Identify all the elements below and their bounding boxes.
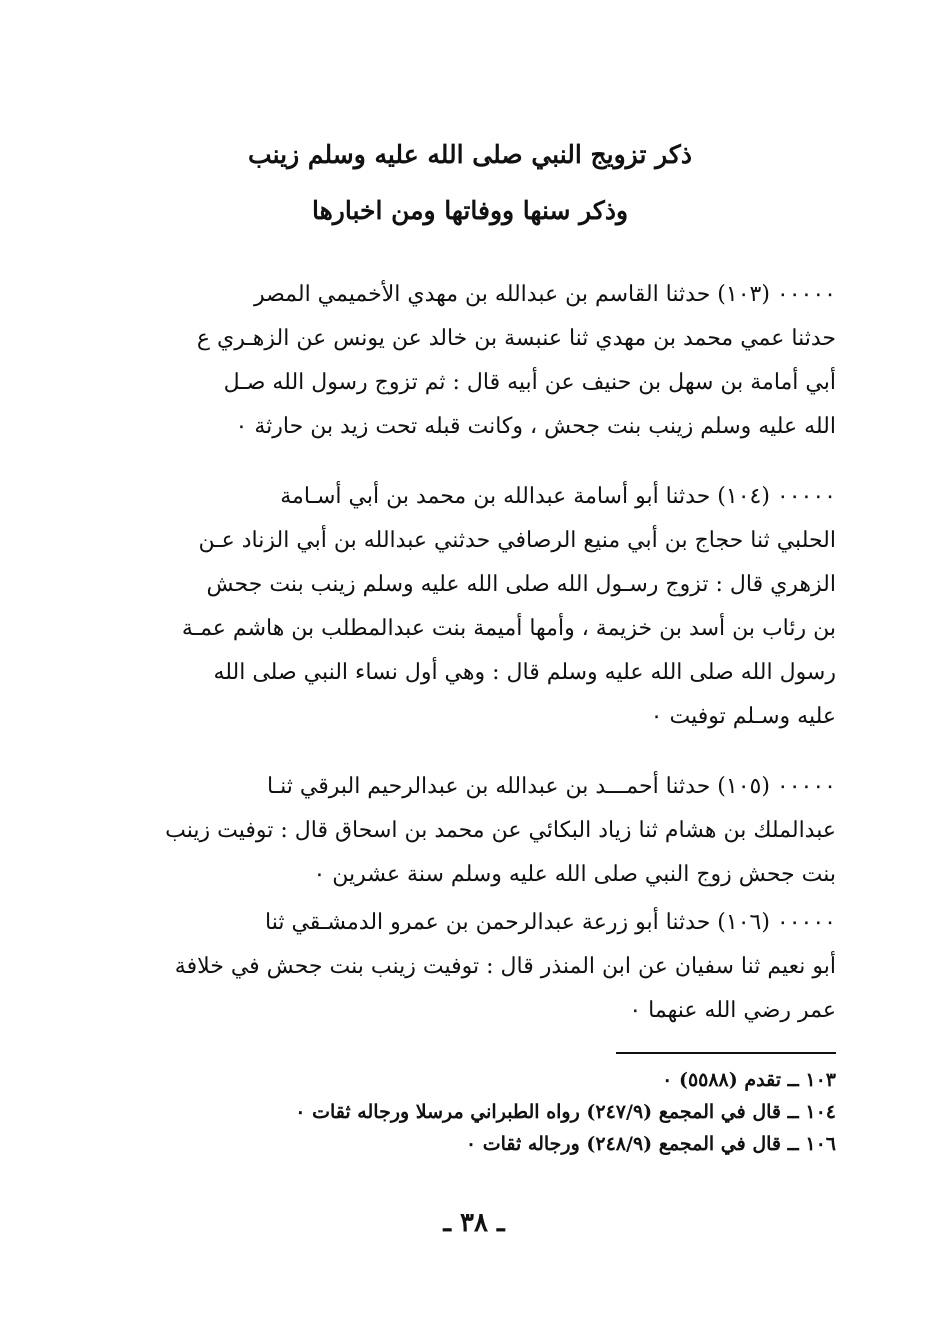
paragraph-4-line-1: ٠٠٠٠٠ (١٠٦) حدثنا أبو زرعة عبدالرحمن بن عمرو الدمشـقي ثنا <box>265 910 836 935</box>
paragraph-1-line-1: ٠٠٠٠٠ (١٠٣) حدثنا القاسم بن عبدالله بن مهدي الأخميمي المصر <box>253 282 836 307</box>
paragraph-1-line-3: أبي أمامة بن سهل بن حنيف عن أبيه قال : ثم تزوج رسول الله صـل <box>223 370 836 395</box>
footnote-103: ١٠٣ ــ تقدم (٥٥٨٨) ٠ <box>662 1069 836 1091</box>
paragraph-2-line-4: بن رئاب بن أسد بن خزيمة ، وأمها أميمة بنت عبدالمطلب بن هاشم عمـة <box>181 616 836 641</box>
footnote-106: ١٠٦ ــ قال في المجمع (٢٤٨/٩) ورجاله ثقات ٠ <box>465 1133 836 1155</box>
paragraph-3-line-3: بنت جحش زوج النبي صلى الله عليه وسلم سنة عشرين ٠ <box>313 862 836 887</box>
footnote-104: ١٠٤ ــ قال في المجمع (٢٤٧/٩) رواه الطبراني مرسلا ورجاله ثقات ٠ <box>295 1101 836 1123</box>
paragraph-2-line-6: عليه وسـلم توفيت ٠ <box>650 704 836 729</box>
paragraph-3-line-2: عبدالملك بن هشام ثنا زياد البكائي عن محمد بن اسحاق قال : توفيت زينب <box>165 818 836 843</box>
chapter-title-line-1: ذكر تزويج النبي صلى الله عليه وسلم زينب <box>248 140 692 169</box>
paragraph-2-line-2: الحلبي ثنا حجاج بن أبي منيع الرصافي حدثني عبدالله بن أبي الزناد عـن <box>198 528 836 553</box>
paragraph-3-line-1: ٠٠٠٠٠ (١٠٥) حدثنا أحمـــد بن عبدالله بن عبدالرحيم البرقي ثنـا <box>266 774 836 799</box>
paragraph-1-line-2: حدثنا عمي محمد بن مهدي ثنا عنبسة بن خالد عن يونس عن الزهـري ع <box>196 326 836 351</box>
paragraph-2-line-1: ٠٠٠٠٠ (١٠٤) حدثنا أبو أسامة عبدالله بن محمد بن أبي أسـامة <box>280 484 836 509</box>
paragraph-1-line-4: الله عليه وسلم زينب بنت جحش ، وكانت قبله تحت زيد بن حارثة ٠ <box>235 414 836 439</box>
paragraph-4-line-2: أبو نعيم ثنا سفيان عن ابن المنذر قال : توفيت زينب بنت جحش في خلافة <box>174 954 836 979</box>
chapter-title-line-2: وذكر سنها ووفاتها ومن اخبارها <box>311 196 629 225</box>
paragraph-4-line-3: عمر رضي الله عنهما ٠ <box>629 998 836 1023</box>
page-number: ـ ٣٨ ـ <box>443 1208 505 1238</box>
footnote-separator <box>616 1052 836 1054</box>
paragraph-2-line-5: رسول الله صلى الله عليه وسلم قال : وهي أول نساء النبي صلى الله <box>213 660 836 685</box>
paragraph-2-line-3: الزهري قال : تزوج رسـول الله صلى الله عليه وسلم زينب بنت جحش <box>206 572 836 597</box>
